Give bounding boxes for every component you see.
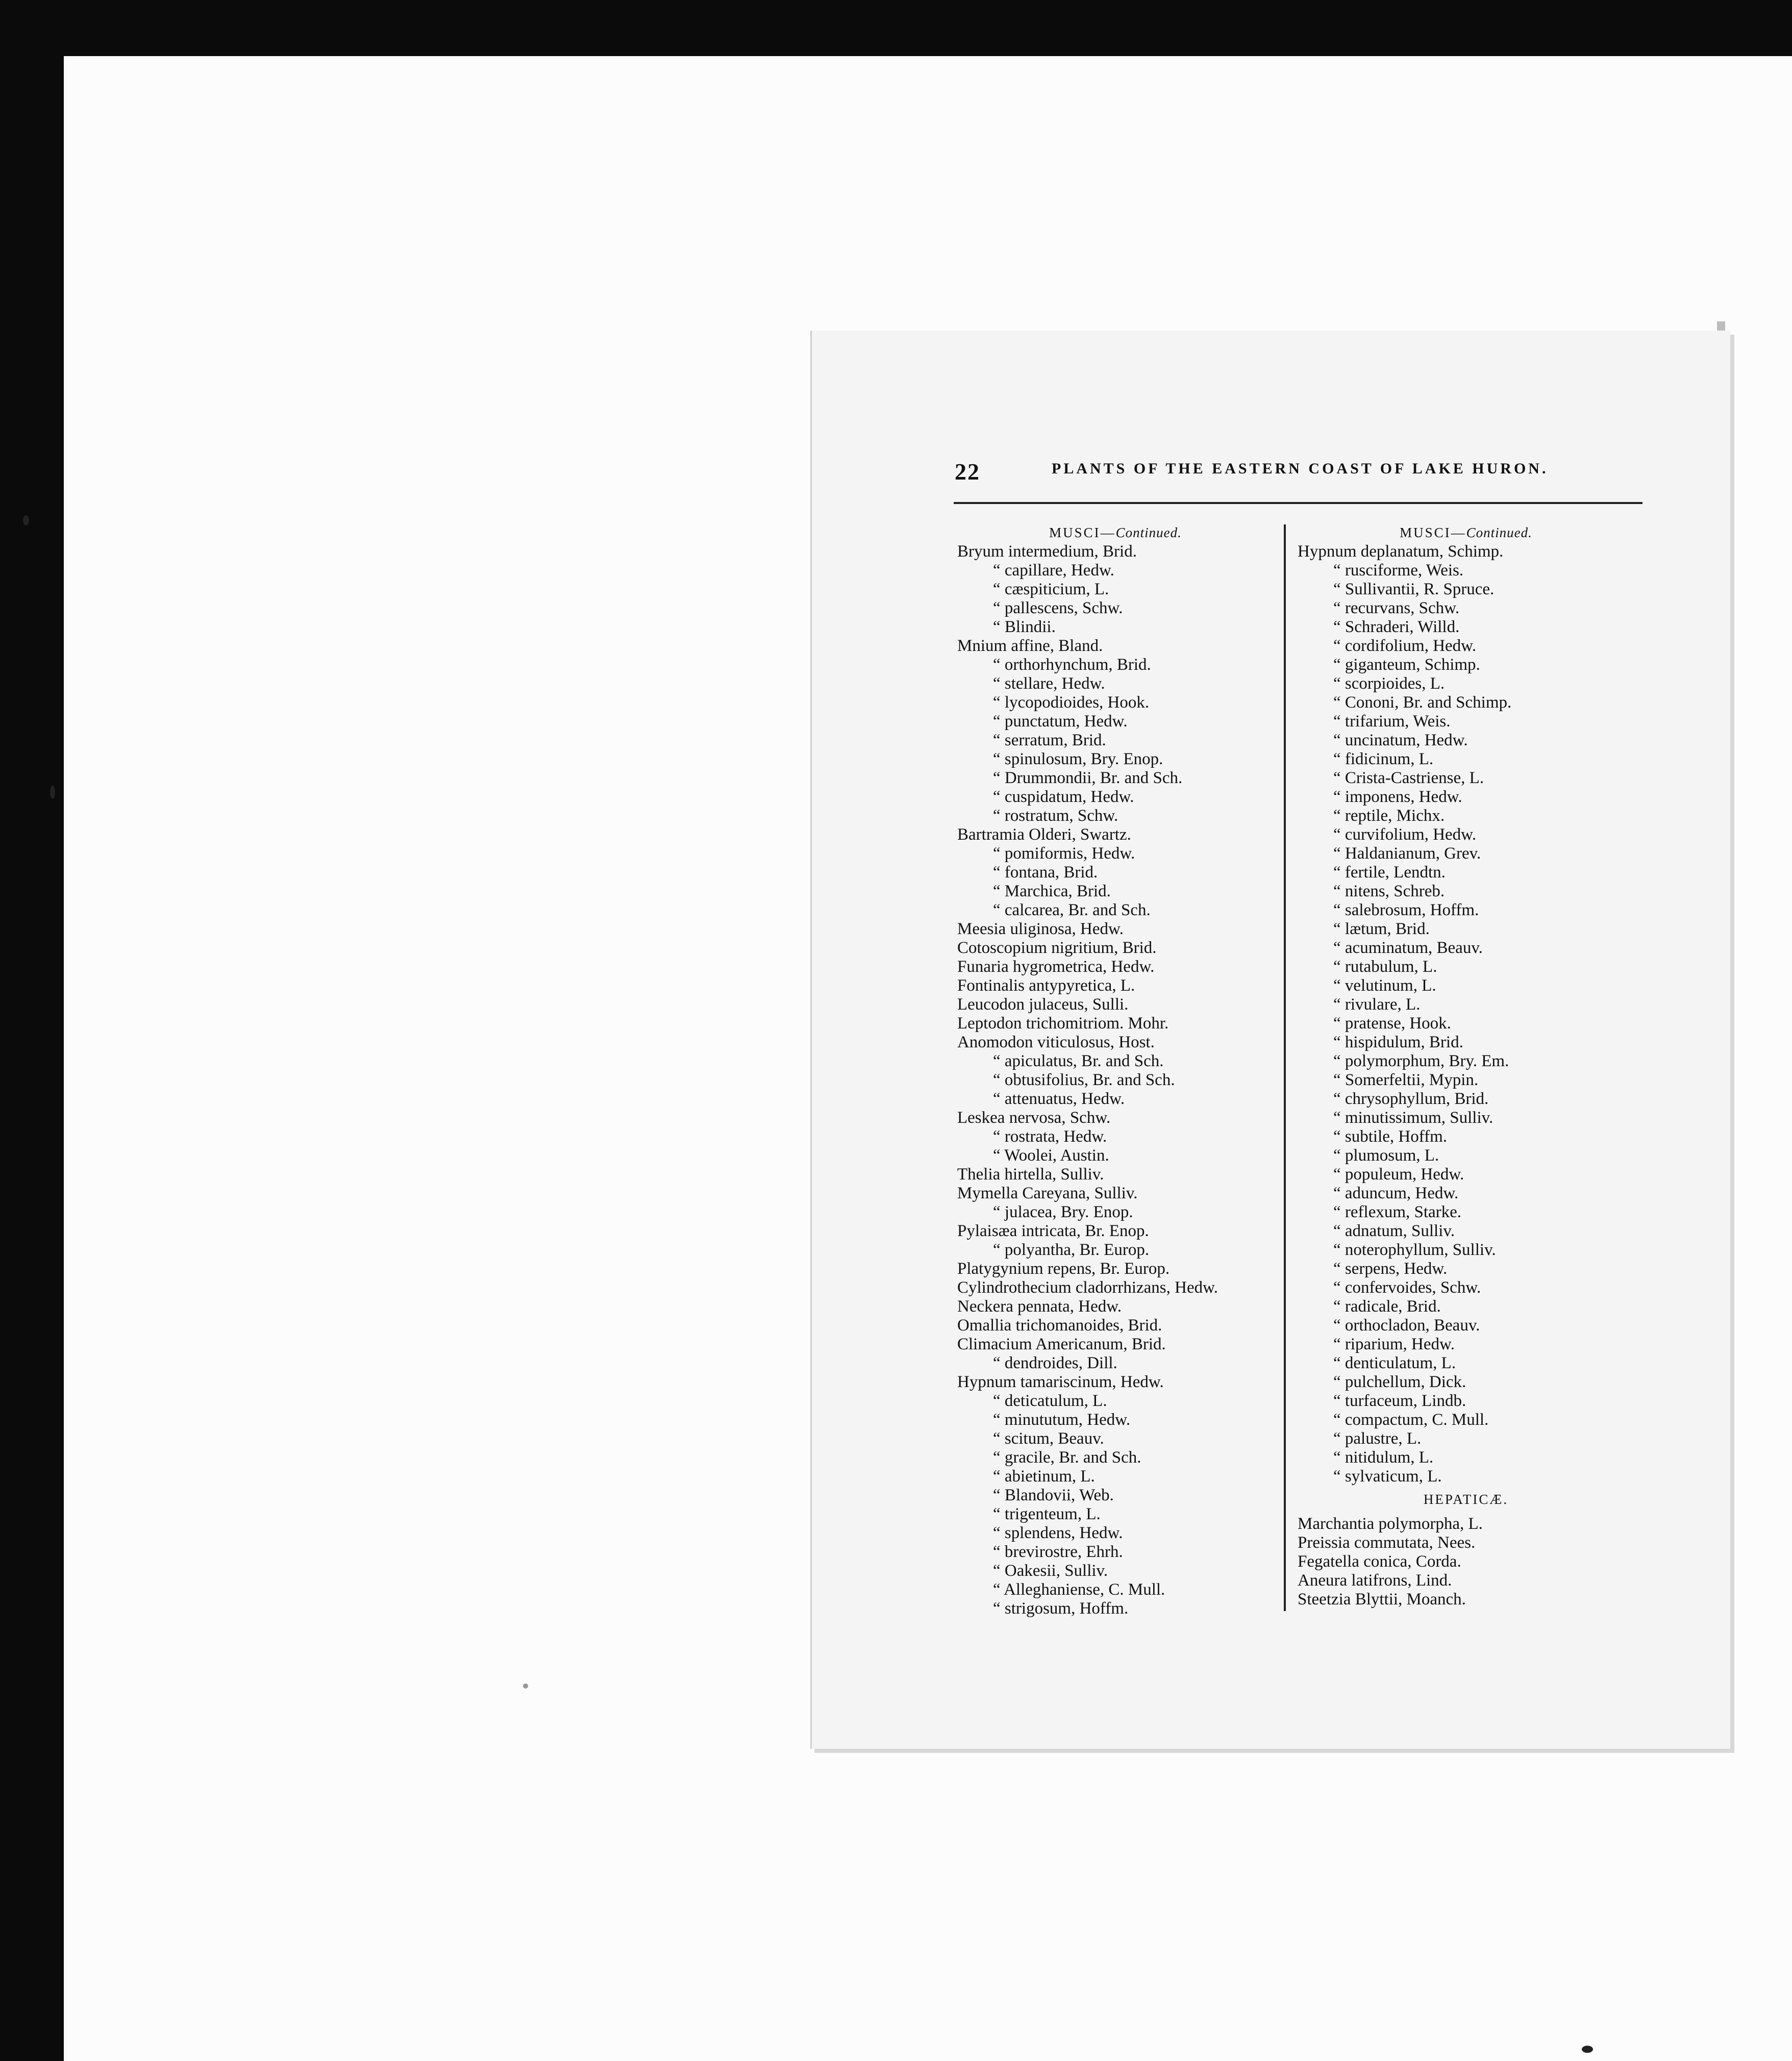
species-entry: “ Haldanianum, Grev. [1333, 844, 1481, 863]
species-entry: “ Crista-Castriense, L. [1333, 769, 1484, 787]
species-entry: “ capillare, Hedw. [993, 561, 1114, 580]
scan-speck [23, 515, 29, 525]
species-entry: “ confervoides, Schw. [1333, 1278, 1481, 1297]
species-entry: “ plumosum, L. [1333, 1146, 1439, 1165]
species-entry: Climacium Americanum, Brid. [957, 1335, 1166, 1353]
section-heading-musci [1298, 523, 1634, 542]
species-entry: “ compactum, C. Mull. [1333, 1411, 1489, 1429]
species-entry: “ subtile, Hoffm. [1333, 1127, 1448, 1146]
species-entry: “ salebrosum, Hoffm. [1333, 901, 1479, 919]
species-entry: “ pallescens, Schw. [993, 599, 1123, 617]
species-entry: “ brevirostre, Ehrh. [993, 1543, 1123, 1561]
species-entry: Leskea nervosa, Schw. [957, 1109, 1111, 1127]
section-heading-continued: Continued. [1115, 525, 1182, 540]
species-entry: Fontinalis antypyretica, L. [957, 976, 1135, 995]
species-entry: “ Blindii. [993, 618, 1056, 636]
species-entry: Cotoscopium nigritium, Brid. [957, 939, 1157, 957]
species-entry: “ strigosum, Hoffm. [993, 1599, 1129, 1618]
species-entry: Leptodon trichomitriom. Mohr. [957, 1014, 1169, 1033]
species-entry: Aneura latifrons, Lind. [1298, 1571, 1452, 1590]
species-entry: “ gracile, Br. and Sch. [993, 1448, 1141, 1467]
species-entry: Preissia commutata, Nees. [1298, 1534, 1476, 1552]
species-entry: “ fontana, Brid. [993, 863, 1098, 882]
species-list-left [957, 542, 1274, 1618]
right-column [1298, 523, 1634, 1609]
species-entry: “ splendens, Hedw. [993, 1524, 1123, 1542]
species-entry: “ Somerfeltii, Mypin. [1333, 1071, 1479, 1089]
species-entry: “ Alleghaniense, C. Mull. [993, 1580, 1165, 1599]
species-list-hepaticae [1298, 1515, 1634, 1609]
scan-speck [523, 1683, 528, 1689]
species-entry: “ acuminatum, Beauv. [1333, 939, 1483, 957]
species-entry: “ lycopodioides, Hook. [993, 693, 1150, 712]
species-entry: “ adnatum, Sulliv. [1333, 1222, 1455, 1240]
column-divider [1284, 524, 1286, 1611]
scan-speck [1582, 2046, 1593, 2053]
species-entry: “ stellare, Hedw. [993, 674, 1105, 693]
species-entry: Funaria hygrometrica, Hedw. [957, 958, 1155, 976]
section-heading-continued: Continued. [1466, 525, 1532, 540]
species-entry: “ rivulare, L. [1333, 995, 1421, 1014]
species-entry: Leucodon julaceus, Sulli. [957, 995, 1129, 1014]
left-column [957, 523, 1274, 1618]
species-entry: Thelia hirtella, Sulliv. [957, 1165, 1104, 1184]
species-entry: “ sylvaticum, L. [1333, 1467, 1442, 1486]
species-entry: Steetzia Blyttii, Moanch. [1298, 1590, 1466, 1608]
species-entry: Mnium affine, Bland. [957, 637, 1103, 655]
species-entry: “ curvifolium, Hedw. [1333, 825, 1477, 844]
species-entry: Pylaisæa intricata, Br. Enop. [957, 1222, 1149, 1240]
species-entry: “ denticulatum, L. [1333, 1354, 1456, 1372]
species-entry: “ noterophyllum, Sulliv. [1333, 1241, 1496, 1259]
section-heading-musci [957, 523, 1274, 542]
species-entry: Neckera pennata, Hedw. [957, 1297, 1122, 1316]
page-header [955, 458, 1641, 484]
species-entry: Omallia trichomanoides, Brid. [957, 1316, 1162, 1335]
species-entry: Marchantia polymorpha, L. [1298, 1515, 1483, 1533]
scan-border-top [0, 0, 1792, 56]
species-entry: “ populeum, Hedw. [1333, 1165, 1464, 1184]
book-page [810, 331, 1730, 1749]
species-entry: “ Oakesii, Sulliv. [993, 1562, 1108, 1580]
species-entry: “ hispidulum, Brid. [1333, 1033, 1463, 1051]
species-entry: “ trigenteum, L. [993, 1505, 1101, 1523]
species-entry: Mymella Careyana, Sulliv. [957, 1184, 1138, 1202]
species-entry: “ reflexum, Starke. [1333, 1203, 1462, 1221]
species-entry: “ pulchellum, Dick. [1333, 1373, 1466, 1391]
species-entry: “ Marchica, Brid. [993, 882, 1111, 900]
species-entry: “ Sullivantii, R. Spruce. [1333, 580, 1495, 598]
species-entry: Fegatella conica, Corda. [1298, 1552, 1461, 1571]
species-entry: “ orthocladon, Beauv. [1333, 1316, 1480, 1335]
species-entry: “ deticatulum, L. [993, 1392, 1107, 1410]
species-list-right [1298, 542, 1634, 1486]
species-entry: “ attenuatus, Hedw. [993, 1090, 1125, 1108]
section-heading-text: MUSCI— [1049, 525, 1116, 540]
species-entry: “ chrysophyllum, Brid. [1333, 1090, 1489, 1108]
species-entry: “ cæspiticium, L. [993, 580, 1109, 598]
species-entry: “ Schraderi, Willd. [1333, 618, 1460, 636]
section-heading-hepaticae: HEPATICÆ. [1423, 1492, 1509, 1507]
species-entry: “ aduncum, Hedw. [1333, 1184, 1459, 1202]
species-entry: “ radicale, Brid. [1333, 1297, 1441, 1316]
species-entry: Hypnum tamariscinum, Hedw. [957, 1373, 1164, 1391]
species-entry: “ scitum, Beauv. [993, 1429, 1104, 1448]
species-entry: “ fidicinum, L. [1333, 750, 1434, 768]
species-entry: “ apiculatus, Br. and Sch. [993, 1052, 1164, 1070]
header-rule [954, 502, 1642, 504]
species-entry: “ velutinum, L. [1333, 976, 1436, 995]
section-heading-text: MUSCI— [1400, 525, 1466, 540]
species-entry: “ riparium, Hedw. [1333, 1335, 1455, 1353]
species-entry: Bryum intermedium, Brid. [957, 542, 1137, 561]
species-entry: “ nitens, Schreb. [1333, 882, 1445, 900]
species-entry: “ cordifolium, Hedw. [1333, 637, 1477, 655]
species-entry: “ nitidulum, L. [1333, 1448, 1434, 1467]
species-entry: “ calcarea, Br. and Sch. [993, 901, 1151, 919]
species-entry: Anomodon viticulosus, Host. [957, 1033, 1155, 1051]
species-entry: “ scorpioides, L. [1333, 674, 1445, 693]
species-entry: “ fertile, Lendtn. [1333, 863, 1446, 882]
species-entry: “ cuspidatum, Hedw. [993, 788, 1134, 806]
species-entry: “ reptile, Michx. [1333, 807, 1445, 825]
species-entry: “ lætum, Brid. [1333, 920, 1430, 938]
species-entry: “ julacea, Bry. Enop. [993, 1203, 1133, 1221]
species-entry: “ Drummondii, Br. and Sch. [993, 769, 1183, 787]
species-entry: Platygynium repens, Br. Europ. [957, 1260, 1170, 1278]
species-entry: “ pomiformis, Hedw. [993, 844, 1135, 863]
species-entry: “ Blandovii, Web. [993, 1486, 1114, 1504]
species-entry: “ polyantha, Br. Europ. [993, 1241, 1150, 1259]
species-entry: Meesia uliginosa, Hedw. [957, 920, 1124, 938]
species-entry: “ pratense, Hook. [1333, 1014, 1451, 1033]
species-entry: “ giganteum, Schimp. [1333, 656, 1480, 674]
species-entry: “ obtusifolius, Br. and Sch. [993, 1071, 1175, 1089]
page-number: 22 [955, 459, 980, 485]
species-entry: “ recurvans, Schw. [1333, 599, 1460, 617]
species-entry: “ rusciforme, Weis. [1333, 561, 1464, 580]
species-entry: “ uncinatum, Hedw. [1333, 731, 1468, 749]
species-entry: “ rostratum, Schw. [993, 807, 1118, 825]
species-entry: “ imponens, Hedw. [1333, 788, 1462, 806]
species-entry: “ serratum, Brid. [993, 731, 1106, 749]
species-entry: “ Woolei, Austin. [993, 1146, 1109, 1165]
species-entry: “ turfaceum, Lindb. [1333, 1392, 1466, 1410]
species-entry: “ punctatum, Hedw. [993, 712, 1128, 731]
species-entry: “ spinulosum, Bry. Enop. [993, 750, 1163, 768]
species-entry: “ rutabulum, L. [1333, 958, 1437, 976]
scan-speck [50, 786, 55, 799]
species-entry: “ trifarium, Weis. [1333, 712, 1451, 731]
species-entry: Cylindrothecium cladorrhizans, Hedw. [957, 1278, 1218, 1297]
species-entry: Bartramia Olderi, Swartz. [957, 825, 1131, 844]
scan-border-left [0, 0, 64, 2061]
species-entry: “ dendroides, Dill. [993, 1354, 1117, 1372]
species-entry: “ minututum, Hedw. [993, 1411, 1131, 1429]
species-entry: Hypnum deplanatum, Schimp. [1298, 542, 1504, 561]
species-entry: “ rostrata, Hedw. [993, 1127, 1107, 1146]
species-entry: “ polymorphum, Bry. Em. [1333, 1052, 1509, 1070]
species-entry: “ Cononi, Br. and Schimp. [1333, 693, 1512, 712]
running-head: PLANTS OF THE EASTERN COAST OF LAKE HURON. [1052, 460, 1549, 477]
species-entry: “ serpens, Hedw. [1333, 1260, 1448, 1278]
species-entry: “ palustre, L. [1333, 1429, 1422, 1448]
species-entry: “ orthorhynchum, Brid. [993, 656, 1151, 674]
species-entry: “ abietinum, L. [993, 1467, 1095, 1486]
species-entry: “ minutissimum, Sulliv. [1333, 1109, 1494, 1127]
